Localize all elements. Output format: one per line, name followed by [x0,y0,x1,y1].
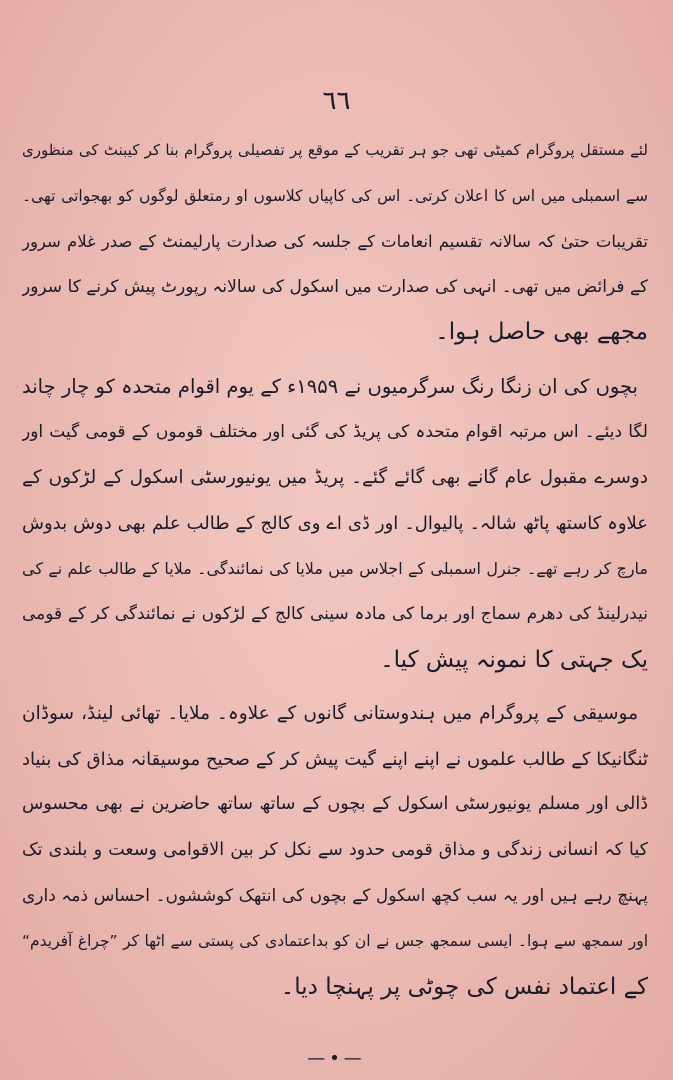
text-line: لگا دیئے۔ اس مرتبہ اقوام متحدہ کی پریڈ کی گئی اور مختلف قوموں کے قومی گیت اور [22,421,648,442]
paragraph [22,128,648,356]
text-line: کے فرائض میں تھی۔ انہی کی صدارت میں اسکول کی سالانہ رپورٹ پیش کرنے کا سرور [22,276,648,297]
text-line: سے اسمبلی میں اس کا اعلان کرتی۔ اس کی کاپیاں کلاسوں او رمتعلق لوگوں کو بھجواتی تھی۔ [22,186,648,205]
text-line: پہنچ رہے ہیں اور یہ سب کچھ اسکول کے بچوں کی انتھک کوششوں۔ احساس ذمہ داری [22,885,648,906]
text-line: کے اعتماد نفس کی چوٹی پر پہنچا دیا۔ [280,973,648,1000]
text-line: کیا کہ انسانی زندگی و مذاق قومی حدود سے نکل کر بین الاقوامی وسعت و بلندی تک [22,839,648,860]
text-line: مجھے بھی حاصل ہوا۔ [435,319,648,346]
text-line: اور سمجھ سے ہوا۔ ایسی سمجھ جس نے ان کو بداعتمادی کی پستی سے اٹھا کر ”چراغ آفریدم“ [22,932,648,951]
text-line: دوسرے مقبول عام گانے بھی گائے گئے۔ پریڈ میں یونیورسٹی اسکول کے لڑکوں کے [22,467,648,489]
paragraph-gap [22,356,648,364]
text-line: علاوہ کاستھ پاٹھ شالہ۔ پالیوال۔ اور ڈی اے وی کالج کے طالب علم بھی دوش بدوش [22,512,648,534]
text-line: موسیقی کے پروگرام میں ہندوستانی گانوں کے علاوہ۔ ملایا۔ تھائی لینڈ، سوڈان [22,703,638,725]
paragraph [22,691,648,1010]
paragraph [22,364,648,683]
body-text [22,128,648,1010]
text-line: ٹنگانیکا کے طالب علموں نے اپنے اپنے گیت پیش کر کے صحیح موسیقانہ مذاق کی بنیاد [22,748,648,770]
text-line: نیدرلینڈ کی دھرم سماج اور برما کی مادہ سینی کالج کے لڑکوں نے نمائندگی کر کے قومی [22,603,648,624]
footer-ornament: —•— [307,1048,366,1069]
text-line: بچوں کی ان زنگا رنگ سرگرمیوں نے ۱۹۵۹ء کے یوم اقوام متحدہ کو چار چاند [22,374,638,398]
text-line: یک جہتی کا نمونہ پیش کیا۔ [380,646,648,673]
text-line: تقریبات حتیٰ کہ سالانہ تقسیم انعامات کے جلسہ کی صدارت پارلیمنٹ کے صدر غلام سرور [22,232,648,252]
text-line: مارچ کر رہے تھے۔ جنرل اسمبلی کے اجلاس میں ملایا کی نمائندگی۔ ملایا کے طالب علم نے کی [22,559,648,579]
paragraph-gap [22,683,648,691]
text-line: لئے مستقل پروگرام کمیٹی تھی جو ہر تقریب کے موقع پر تفصیلی پروگرام بنا کر کیبنٹ کی منظوری [22,141,648,159]
page-number: ٦٦ [322,86,351,116]
text-line: ڈالی اور مسلم یونیورسٹی اسکول کے بچوں کے ساتھ ساتھ حاضرین نے بھی محسوس [22,794,648,815]
